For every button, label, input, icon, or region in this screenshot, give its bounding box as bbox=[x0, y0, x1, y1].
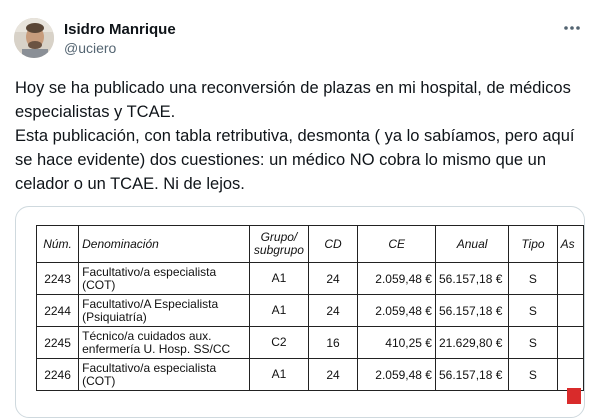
tweet-media-image[interactable] bbox=[15, 206, 585, 418]
table-row bbox=[37, 263, 584, 295]
cell-anual: 56.157,18 € bbox=[435, 295, 508, 327]
cell-as bbox=[557, 359, 583, 391]
cell-den-line2: (Psiquiatría) bbox=[82, 309, 147, 324]
cell-as bbox=[557, 263, 583, 295]
tweet-text bbox=[15, 76, 587, 196]
header-num: Núm. bbox=[37, 226, 79, 263]
cell-tipo: S bbox=[509, 295, 557, 327]
cell-num: 2243 bbox=[37, 263, 79, 295]
cell-denominacion bbox=[79, 295, 250, 327]
cell-tipo: S bbox=[509, 327, 557, 359]
author-name[interactable]: Isidro Manrique bbox=[64, 21, 176, 38]
cell-anual: 56.157,18 € bbox=[435, 263, 508, 295]
cell-grupo: A1 bbox=[250, 263, 309, 295]
header-anual: Anual bbox=[435, 226, 508, 263]
header-grupo-line1: Grupo/ bbox=[260, 230, 298, 244]
cell-cd: 24 bbox=[308, 263, 358, 295]
header-grupo bbox=[250, 226, 309, 263]
avatar-photo bbox=[14, 18, 54, 58]
table-row bbox=[37, 327, 584, 359]
header-cd: CD bbox=[308, 226, 358, 263]
red-marker-icon bbox=[567, 388, 581, 404]
cell-den-line2: (COT) bbox=[82, 277, 116, 292]
cell-as bbox=[557, 295, 583, 327]
cell-ce: 2.059,48 € bbox=[358, 263, 436, 295]
cell-cd: 24 bbox=[308, 359, 358, 391]
cell-ce: 2.059,48 € bbox=[358, 295, 436, 327]
cell-den-line1: Facultativo/a especialista bbox=[82, 264, 217, 279]
cell-num: 2244 bbox=[37, 295, 79, 327]
cell-anual: 56.157,18 € bbox=[435, 359, 508, 391]
cell-den-line2: enfermería U. Hosp. SS/CC bbox=[82, 341, 231, 356]
cell-cd: 16 bbox=[308, 327, 358, 359]
table-row bbox=[37, 359, 584, 391]
cell-grupo: A1 bbox=[250, 295, 309, 327]
cell-den-line2: (COT) bbox=[82, 373, 116, 388]
cell-as bbox=[557, 327, 583, 359]
cell-denominacion bbox=[79, 359, 250, 391]
header-as: As bbox=[557, 226, 583, 263]
cell-ce: 410,25 € bbox=[358, 327, 436, 359]
tweet-header bbox=[0, 0, 600, 70]
cell-ce: 2.059,48 € bbox=[358, 359, 436, 391]
cell-grupo: A1 bbox=[250, 359, 309, 391]
tweet-paragraph-2: Esta publicación, con tabla retributiva, desmonta ( ya lo sabíamos, pero aquí se hace evidente) dos cuestiones: un médico NO cobra lo mismo que un celador o un TCAE. Ni de lejos. bbox=[15, 127, 575, 193]
cell-anual: 21.629,80 € bbox=[435, 327, 508, 359]
cell-grupo: C2 bbox=[250, 327, 309, 359]
table-row bbox=[37, 295, 584, 327]
cell-tipo: S bbox=[509, 263, 557, 295]
header-grupo-line2: subgrupo bbox=[253, 243, 304, 257]
cell-den-line1: Facultativo/A Especialista bbox=[82, 296, 219, 311]
cell-num: 2245 bbox=[37, 327, 79, 359]
cell-tipo: S bbox=[509, 359, 557, 391]
cell-cd: 24 bbox=[308, 295, 358, 327]
table-header-row bbox=[37, 226, 584, 263]
cell-den-line1: Facultativo/a especialista bbox=[82, 360, 217, 375]
salary-table bbox=[36, 225, 584, 391]
tweet-paragraph-1: Hoy se ha publicado una reconversión de plazas en mi hospital, de médicos especialistas y TCAE. bbox=[15, 79, 571, 121]
header-ce: CE bbox=[358, 226, 436, 263]
cell-denominacion bbox=[79, 263, 250, 295]
more-options-icon[interactable] bbox=[562, 18, 582, 38]
cell-den-line1: Técnico/a cuidados aux. bbox=[82, 328, 212, 343]
cell-num: 2246 bbox=[37, 359, 79, 391]
author-handle[interactable]: @uciero bbox=[64, 40, 117, 56]
avatar[interactable] bbox=[14, 18, 54, 58]
cell-denominacion bbox=[79, 327, 250, 359]
header-tipo: Tipo bbox=[509, 226, 557, 263]
header-denominacion: Denominación bbox=[79, 226, 250, 263]
